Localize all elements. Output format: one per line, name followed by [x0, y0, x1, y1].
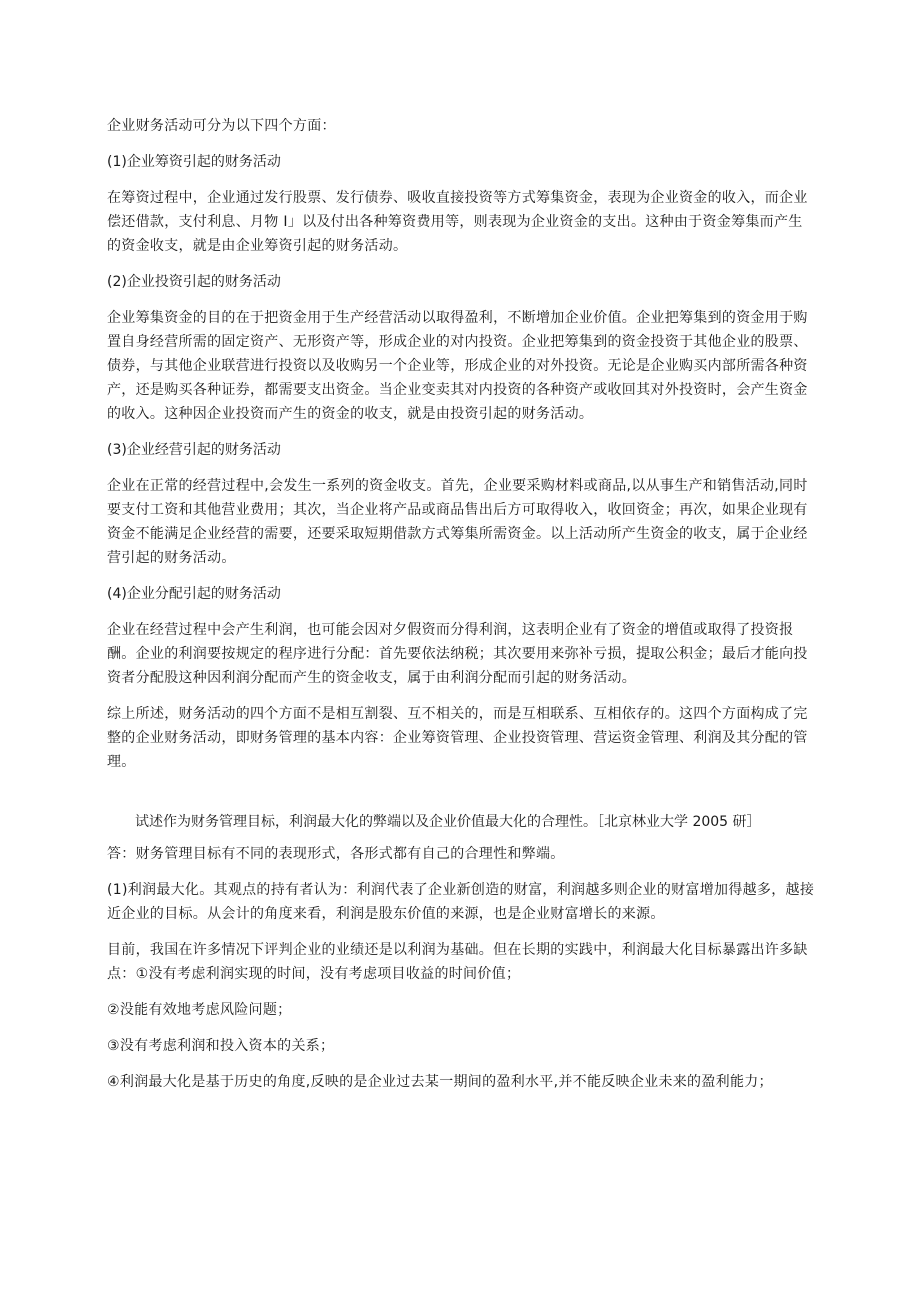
answer-point-3: ②没能有效地考虑风险问题； [107, 1002, 292, 1018]
intro-text: 企业财务活动可分为以下四个方面： [107, 118, 336, 134]
section-1-body: 在筹资过程中，企业通过发行股票、发行债券、吸收直接投资等方式筹集资金，表现为企业资金的收入，而企业偿还借款，支付利息、月物 I」以及付出各种筹资费用等，则表现为企业资金的支出。这种由于资金筹集而产生的资金收支，就是由企业筹资引起的财务活动。 [107, 190, 808, 254]
section-4-heading: (4)企业分配引起的财务活动 [107, 586, 281, 602]
answer-point-1: (1)利润最大化。其观点的持有者认为：利润代表了企业新创造的财富，利润越多则企业的财富增加得越多，越接近企业的目标。从会计的角度来看，利润是股东价值的来源，也是企业财富增长的来源。 [107, 882, 815, 922]
answer-point-4: ③没有考虑利润和投入资本的关系； [107, 1038, 335, 1054]
question-text: 试述作为财务管理目标，利润最大化的弊端以及企业价值最大化的合理性。［北京林业大学 2005 研］ [135, 814, 761, 830]
spacer [107, 786, 815, 810]
section-2-heading: (2)企业投资引起的财务活动 [107, 274, 281, 290]
answer-point-2: 目前，我国在许多情况下评判企业的业绩还是以利润为基础。但在长期的实践中，利润最大化目标暴露出许多缺点：①没有考虑利润实现的时间，没有考虑项目收益的时间价值； [107, 942, 808, 982]
summary-text: 综上所述，财务活动的四个方面不是相互割裂、互不相关的，而是互相联系、互相依存的。这四个方面构成了完整的企业财务活动，即财务管理的基本内容：企业筹资管理、企业投资管理、营运资金管理、利润及其分配的管理。 [107, 706, 808, 770]
document-page [107, 114, 815, 1106]
section-2-body: 企业筹集资金的目的在于把资金用于生产经营活动以取得盈利，不断增加企业价值。企业把筹集到的资金用于购置自身经营所需的固定资产、无形资产等，形成企业的对内投资。企业把筹集到的资金投资于其他企业的股票、债券，与其他企业联营进行投资以及收购另一个企业等，形成企业的对外投资。无论是企业购买内部所需各种资产，还是购买各种证券，都需要支出资金。当企业变卖其对内投资的各种资产或收回其对外投资时，会产生资金的收入。这种因企业投资而产生的资金的收支，就是由投资引起的财务活动。 [107, 310, 808, 422]
section-4-body: 企业在经营过程中会产生利润，也可能会因对夕假资而分得利润，这表明企业有了资金的增值或取得了投资报酬。企业的利润要按规定的程序进行分配：首先要依法纳税；其次要用来弥补亏损，提取公积金；最后才能向投资者分配股这种因利润分配而产生的资金收支，属于由利润分配而引起的财务活动。 [107, 622, 808, 686]
answer-point-5: ④利润最大化是基于历史的角度,反映的是企业过去某一期间的盈利水平,并不能反映企业未来的盈利能力； [107, 1074, 773, 1090]
section-1-heading: (1)企业筹资引起的财务活动 [107, 154, 281, 170]
section-3-body: 企业在正常的经营过程中,会发生一系列的资金收支。首先，企业要采购材料或商品,以从事生产和销售活动,同时要支付工资和其他营业费用；其次，当企业将产品或商品售出后方可取得收入，收回资金；再次，如果企业现有资金不能满足企业经营的需要，还要采取短期借款方式筹集所需资金。以上活动所产生资金的收支，属于企业经营引起的财务活动。 [107, 478, 808, 566]
section-3-heading: (3)企业经营引起的财务活动 [107, 442, 281, 458]
answer-intro: 答：财务管理目标有不同的表现形式，各形式都有自己的合理性和弊端。 [107, 846, 565, 862]
